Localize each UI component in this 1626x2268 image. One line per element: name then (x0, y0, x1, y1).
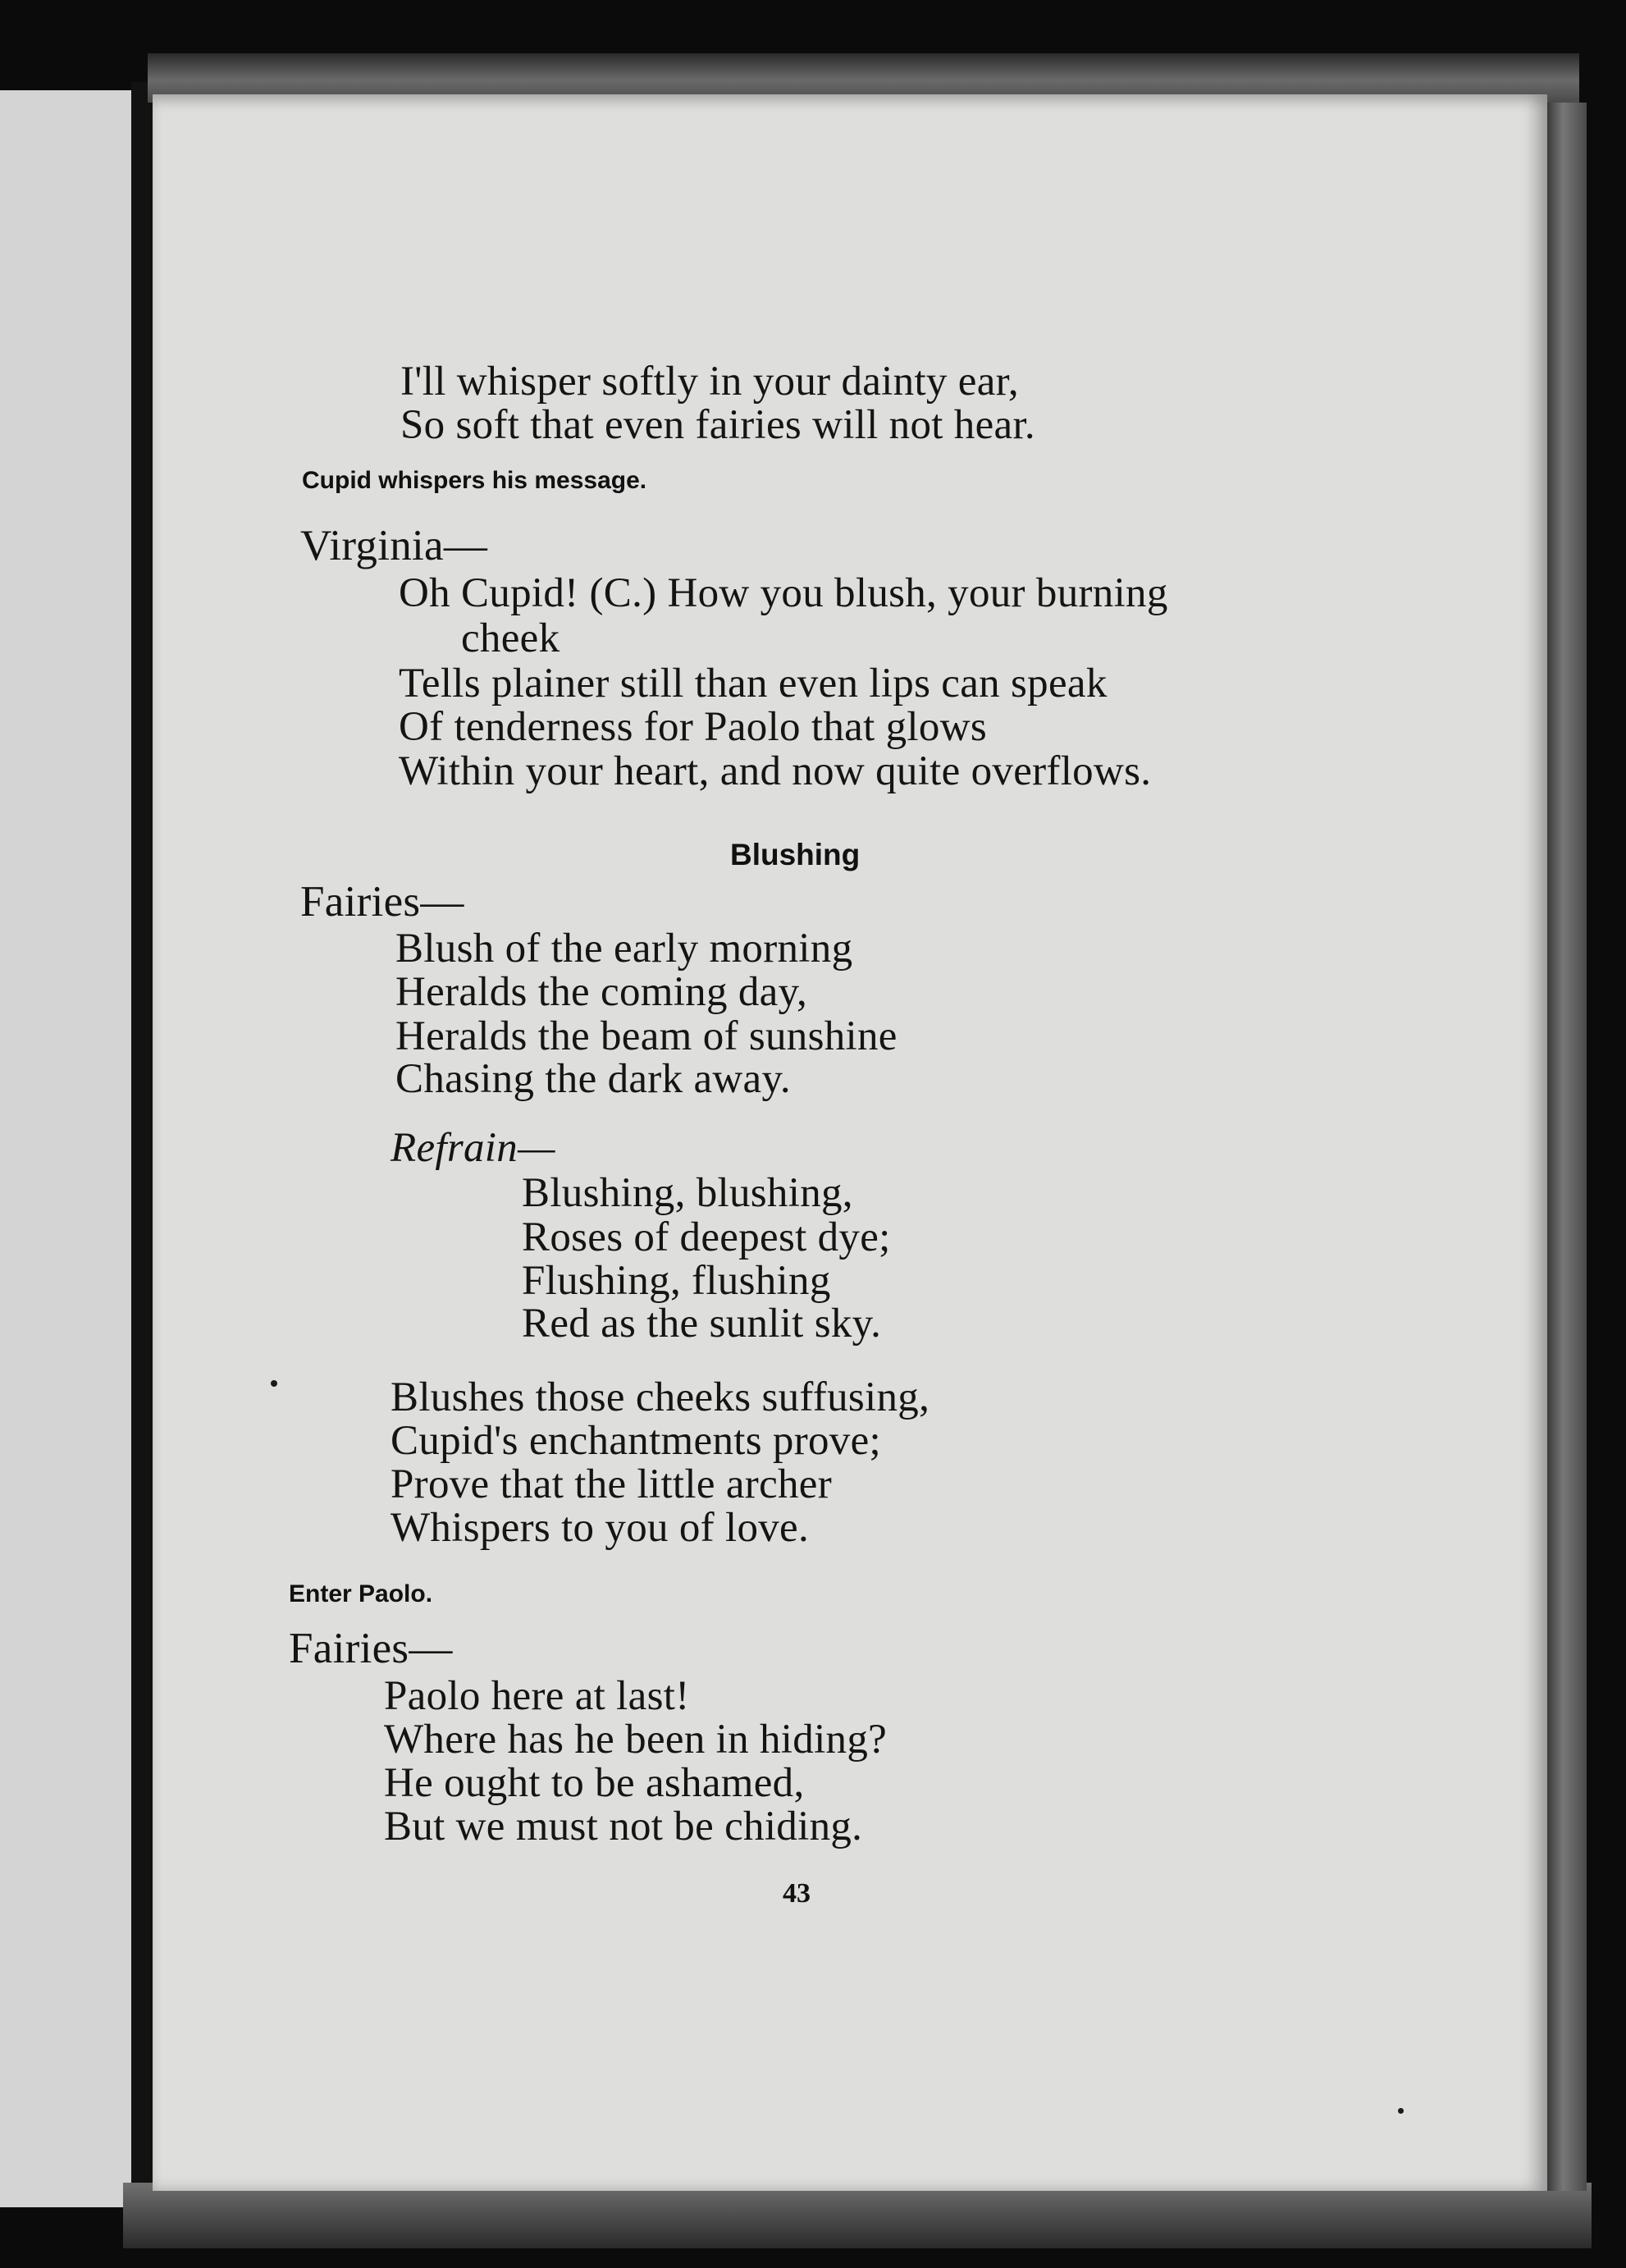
refrain-line: Red as the sunlit sky. (522, 1301, 882, 1347)
verse-line: Tells plainer still than even lips can speak (399, 661, 1108, 706)
verse-line: Prove that the little archer (391, 1461, 833, 1507)
song-title: Blushing (730, 838, 861, 871)
refrain-line: Roses of deepest dye; (522, 1214, 891, 1260)
refrain-label: Refrain— (391, 1125, 555, 1171)
verse-line: Heralds the beam of sunshine (395, 1013, 897, 1059)
verse-line: Paolo here at last! (384, 1673, 690, 1719)
page-number: 43 (783, 1878, 811, 1909)
refrain-line: Flushing, flushing (522, 1258, 831, 1304)
speaker-name: Fairies— (300, 878, 464, 926)
speaker-name: Fairies— (289, 1625, 453, 1672)
verse-line: Oh Cupid! (C.) How you blush, your burning (399, 570, 1168, 616)
speaker-name: Virginia— (300, 522, 488, 569)
verse-line: Within your heart, and now quite overflows. (399, 748, 1152, 794)
bottom-page-edge (123, 2183, 1592, 2248)
right-page-edge (1547, 103, 1587, 2191)
verse-line: He ought to be ashamed, (384, 1760, 805, 1806)
verse-line: I'll whisper softly in your dainty ear, (400, 359, 1019, 405)
verse-line: Whispers to you of love. (391, 1505, 810, 1551)
verse-line: cheek (461, 615, 560, 661)
verse-line: Blushes those cheeks suffusing, (391, 1374, 930, 1420)
book-page (153, 94, 1547, 2191)
left-page-edge (0, 90, 131, 2207)
speck (1398, 2108, 1404, 2114)
verse-line: So soft that even fairies will not hear. (400, 402, 1035, 448)
verse-line: Where has he been in hiding? (384, 1717, 888, 1763)
verse-line: Blush of the early morning (395, 926, 853, 972)
verse-line: But we must not be chiding. (384, 1804, 863, 1850)
verse-line: Cupid's enchantments prove; (391, 1418, 882, 1464)
verse-line: Chasing the dark away. (395, 1056, 791, 1102)
speck (271, 1380, 277, 1387)
refrain-line: Blushing, blushing, (522, 1170, 853, 1216)
stage-direction: Cupid whispers his message. (302, 467, 647, 494)
book-gutter (131, 82, 153, 2215)
stage-direction: Enter Paolo. (289, 1580, 433, 1607)
verse-line: Of tenderness for Paolo that glows (399, 704, 987, 750)
verse-line: Heralds the coming day, (395, 969, 808, 1015)
